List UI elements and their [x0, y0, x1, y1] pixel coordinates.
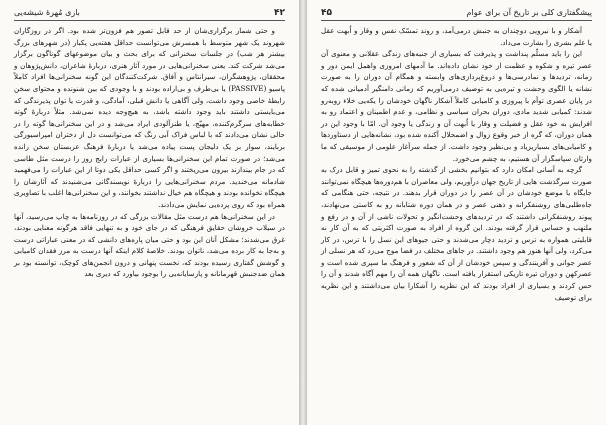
left-page: [0, 0, 300, 425]
paragraph: در این سخنرانی‌ها هم درست مثل مقالات بزرگی که در روزنامه‌ها به چاپ می‌رسید، آنها در سیلاب خروشان حقایق فرهنگی که در جای خود و به تنهایی فاقد هرگونه معنایی بودند، غرق می‌شدند؛ مشکل آنان این بود و حتی میان پاره‌های دانشی که در معنی عباراتی درست و به‌جا به کار برده می‌شد، ناتوان بودند. خلاصهٔ کلام اینکه آنها درست به مرز فقدان کامیابی و گوشش گفتاری رسیده بودند که، نخست پنهانی و درون انجمن‌های کوچک، توانسته بود بر همان ضدجنبش قهرمانانه و پارسایانه‌یی را بوجود بیاورد که دیری بعد: [14, 211, 285, 279]
right-page: [306, 0, 606, 425]
left-running-title: بازی مُهرهٔ شیشه‌یی: [14, 8, 80, 17]
left-page-body: [14, 25, 285, 280]
left-page-number: ۴۲: [274, 8, 285, 18]
right-page-number: ۴۵: [321, 8, 332, 18]
right-page-header: [321, 8, 592, 21]
paragraph: آشکار و با نیرویی دوچندان به جنبش درمی‌آمد، و روند تمسّک نفس و وقار و اُبهت عقل یا علم بشری را بشارت می‌داد.: [321, 26, 592, 47]
left-page-header: [14, 8, 285, 21]
right-page-body: [321, 25, 592, 303]
paragraph: و حتی شمار برگزاری‌شان از حد قابل تصور هم فزون‌تر شده بود. اگر در روزگاران شهروند یک شهر متوسط با همسرش می‌توانست حداقل هفته‌یی یکبار (در شهرهای بزرگ بیشتر هر شب) در جلسات سخنرانی که برای بحث و بیان موضوعهای گوناگون برگزار می‌شد شرکت کند. یعنی سخنرانی‌هایی در مورد آثار هنری، دربارهٔ شاعران، دانش‌پژوهان و محققان، پژوهشگران، سیرانتاس و آفاق. شرکت‌کنندگان این گونه سخنرانی‌ها افراد کاملاً پاسیو (PASSIVE) یا بی‌طرف و بی‌اراده بودند و با وجودی که بین شنونده و محتوای سخن رابطهٔ خاصی وجود داشت، ولی آگاهی یا دانش قبلی، آمادگی، و قدرت یا توان پذیرندگی که می‌بایستی داشتند باید وجود داشته باشد، به هیچ‌وجه دیده نمی‌شد. مثلاً دربارهٔ گوته خطابه‌های سرگرم‌کننده، مهیّج، یا طنزآلودی ایراد می‌شد و در این سخنرانی‌ها گوته را در حالی نشان می‌دادند که با لباس فراک آبی رنگ که می‌توانست دل از دختران امپراسیورگی بربایند، سوار بر یک دلیجان پست پیاده می‌شد یا دربارهٔ فرهنگ عربستان سخن رانده می‌شد؛ در صورت تمام این سخنرانی‌ها بسیاری از عبارات رایج روز را درست مثل طاسی که در جام بیندازند بیرون می‌ریختند و اگر کسی حداقل یکی دوتا از این عبارات را می‌فهمید شادمانه می‌خندید. مردم سخنرانی‌هایی را دربارهٔ نویسندگانی می‌شنیدند که آثارشان را هیچگاه نخوانده بودند و هیچگاه هم خیال نداشتند بخوانند، و این سخنرانی‌ها اغلب با تصاویری همراه بود که روی پرده‌یی نمایش می‌دادند.: [14, 26, 285, 209]
right-running-title: پیشگفتاری کلی بر تاریخ آن برای عوام: [466, 8, 592, 17]
paragraph: گرچه به آسانی امکان دارد که بتوانیم بخشی از گذشته را به نحوی تمیز و قابل درک به صورت سرگذشت هایی از تاریخ جهان درآوریم، ولی معاصران با هم‌دوره‌ها هیچگاه نمی‌توانند جایگاه یا موضع خودشان در آن عصر را در دوران قرار بدهند. در نتیجه، حتی هنگامی که جاه‌طلبی‌های روشنفکرانه و ذهنی عصر و در همان دوره شتابانه رو به کاستی می‌نهادند، پیوند روشنفکرانی داشتند که در تردیدهای وحشت‌انگیز و تحولات ناشی از آن و در رفع و ملتهب و حساس قرار گرفته بودند. این گروه از افراد به صورت اکثریتی که به آن کار نه قابلیتی همواره به ترس و تردید دچار می‌شدند و حتی جیوهای این نسل را با ترس، در کار می‌کرد، ولی آنها هنوز هم وجود داشتند. در جاهای مختلف در فضا موج می‌زد که هر نسلی از عصر جوانی و آفرینندگی و سپس خودشان از آن که شعور و فرهنگ ما سپری شده است و عصرکهن و دوران تیره تاریکی استقرار یافته است. ناگهان همه آن را مهم آگاه شدند و آن را حس کردند و بسیاری از افراد بودند که این نظریه را آشکارا بیان می‌داشتند و این نظریه برای توصیف: [321, 165, 592, 302]
paragraph: این را باید مسلّم پنداشت و پذیرفت که بسیاری از جنبه‌های زندگی عقلانی و معنوی آن عصر تیره و شکوه و عظمت از خود نشان داده‌اند. ما آدمهای امروزی واهمل ایمن دور و زمانه، تردیدها و نمادرسی‌ها و دروغ‌پردازی‌های وابسته و همگام آن دوران را به صورت نشانه یا الگوی وحشت و تیره‌یی به توصیف درمی‌آوریم که زمانی دامنگیر آدمیانی شده که در پایان عصری توأم با پیروزی و کامیابی کاملاً آشکار ناگهان خودشان را یکه‌یی خلاء روبه‌رو شدند: کمیابی شدید مادی، دوران بحران سیاسی و نظامی، و عدم اطمینان و اعتماد رو به افزایش به خود عقل و فضیلت و وقار یا اُبهت آن و زندگی یا وجود آن. امّا با وجود این در همان دوران، که گره از خبر وقوع زوال و اضمحلال آکنده شده بود، نشانه‌هایی از دستاوردها و کامیابی‌های بسیاریزیاد و بی‌نظیر وجود داشت. از جمله سرآغاز علومی از موسیقی که ما وارثان سپاسگزار آن هستیم، به چشم می‌خورد.: [321, 49, 592, 163]
